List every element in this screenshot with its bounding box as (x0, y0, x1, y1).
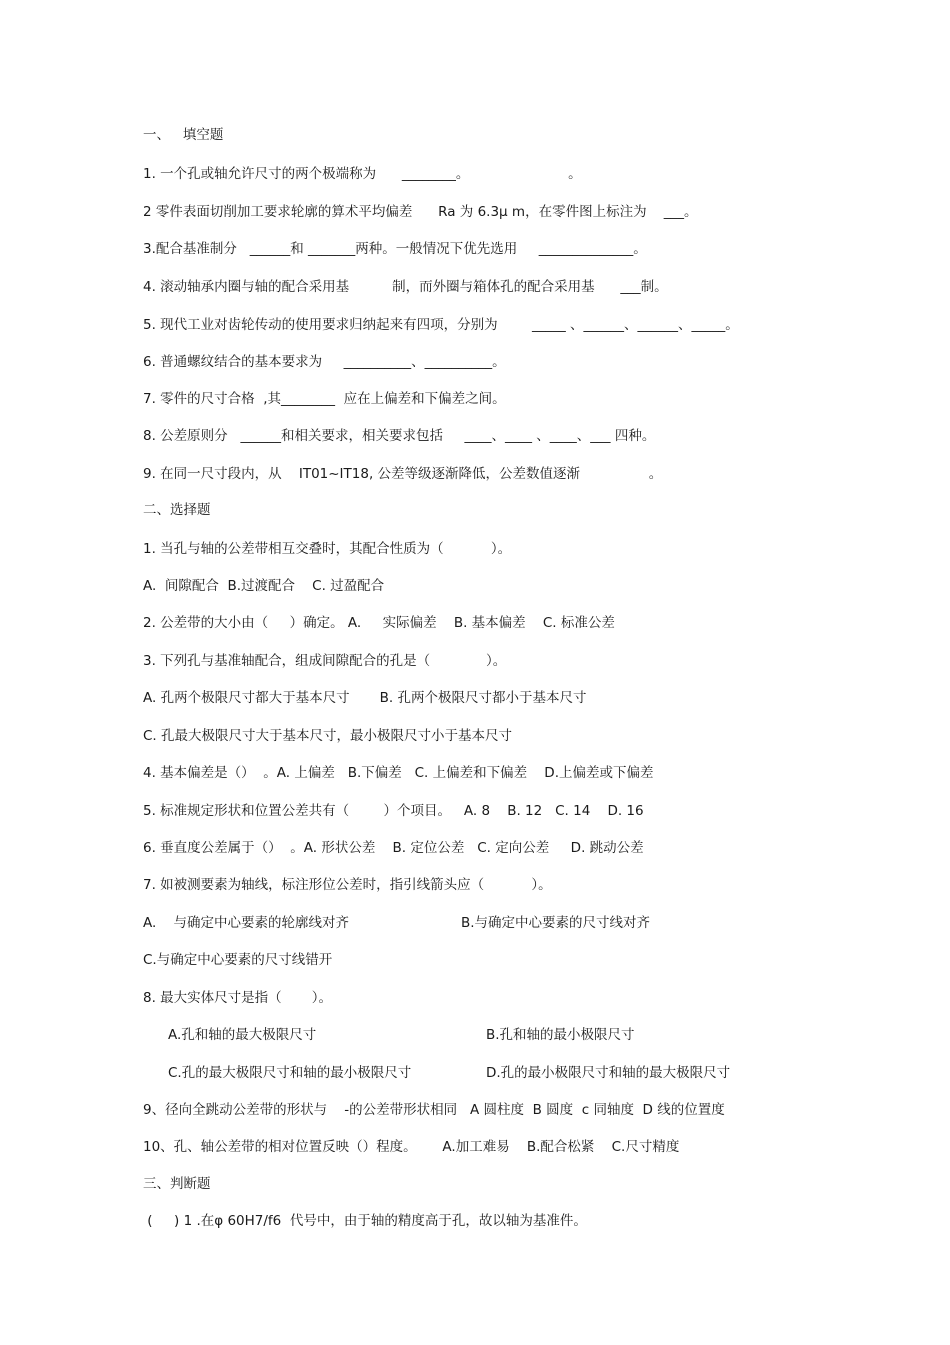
fill-question-1: 1. 一个孔或轴允许尺寸的两个极端称为 ________。 。 (143, 166, 582, 182)
choice-question-8: 8. 最大实体尺寸是指（ ）。 (143, 990, 332, 1006)
choice-line: C. 孔最大极限尺寸大于基本尺寸，最小极限尺寸小于基本尺寸 (143, 728, 513, 744)
fill-question-2: 2 零件表面切削加工要求轮廓的算术平均偏差 Ra 为 6.3μ m，在零件图上标注为 ___。 (143, 204, 698, 220)
judge-question-1: ( ) 1 .在φ 60H7/f6 代号中，由于轴的精度高于孔，故以轴为基准件。 (143, 1213, 587, 1229)
choice-7-option-a: A. 与确定中心要素的轮廓线对齐 (143, 915, 349, 931)
choice-question-10: 10、孔、轴公差带的相对位置反映（）程度。 A.加工难易 B.配合松紧 C.尺寸精度 (143, 1139, 680, 1155)
section-1-title: 一、 填空题 (143, 127, 224, 143)
choice-line: 5. 标准规定形状和位置公差共有（ ）个项目。 A. 8 B. 12 C. 14 D. 16 (143, 803, 644, 819)
choice-line: 2. 公差带的大小由（ ）确定。 A. 实际偏差 B. 基本偏差 C. 标准公差 (143, 615, 615, 631)
choice-8-option-b: B.孔和轴的最小极限尺寸 (486, 1027, 635, 1043)
choice-line: A. 间隙配合 B.过渡配合 C. 过盈配合 (143, 578, 385, 594)
choice-7-option-c: C.与确定中心要素的尺寸线错开 (143, 952, 333, 968)
fill-question-6: 6. 普通螺纹结合的基本要求为 __________、__________。 (143, 354, 506, 370)
choice-8-option-d: D.孔的最小极限尺寸和轴的最大极限尺寸 (486, 1065, 731, 1081)
choice-8-option-c: C.孔的最大极限尺寸和轴的最小极限尺寸 (168, 1065, 412, 1081)
choice-line: 3. 下列孔与基准轴配合，组成间隙配合的孔是（ ）。 (143, 653, 507, 669)
choice-question-9: 9、径向全跳动公差带的形状与 -的公差带形状相同 A 圆柱度 B 圆度 c 同轴度 D 线的位置度 (143, 1102, 725, 1118)
choice-line: A. 孔两个极限尺寸都大于基本尺寸 B. 孔两个极限尺寸都小于基本尺寸 (143, 690, 587, 706)
choice-line: 4. 基本偏差是（） 。A. 上偏差 B.下偏差 C. 上偏差和下偏差 D.上偏差或下偏差 (143, 765, 654, 781)
choice-8-option-a: A.孔和轴的最大极限尺寸 (168, 1027, 317, 1043)
fill-question-7: 7. 零件的尺寸合格 ,其________ 应在上偏差和下偏差之间。 (143, 391, 506, 407)
fill-question-5: 5. 现代工业对齿轮传动的使用要求归纳起来有四项，分别为 _____ 、______、______、_____。 (143, 317, 739, 333)
choice-line: 1. 当孔与轴的公差带相互交叠时，其配合性质为（ ）。 (143, 541, 512, 557)
section-2-title: 二、选择题 (143, 502, 211, 518)
fill-question-4: 4. 滚动轴承内圈与轴的配合采用基 制，而外圈与箱体孔的配合采用基 ___制。 (143, 279, 668, 295)
fill-question-9: 9. 在同一尺寸段内，从 IT01~IT18, 公差等级逐渐降低，公差数值逐渐 。 (143, 466, 663, 482)
fill-question-3: 3.配合基准制分 ______和 _______两种。一般情况下优先选用 ______________。 (143, 241, 647, 257)
fill-question-8: 8. 公差原则分 ______和相关要求，相关要求包括 ____、____ 、____、___ 四种。 (143, 428, 656, 444)
choice-line: 7. 如被测要素为轴线，标注形位公差时，指引线箭头应（ ）。 (143, 877, 552, 893)
section-3-title: 三、判断题 (143, 1176, 211, 1192)
choice-7-option-b: B.与确定中心要素的尺寸线对齐 (461, 915, 651, 931)
choice-line: 6. 垂直度公差属于（） 。A. 形状公差 B. 定位公差 C. 定向公差 D. 跳动公差 (143, 840, 644, 856)
